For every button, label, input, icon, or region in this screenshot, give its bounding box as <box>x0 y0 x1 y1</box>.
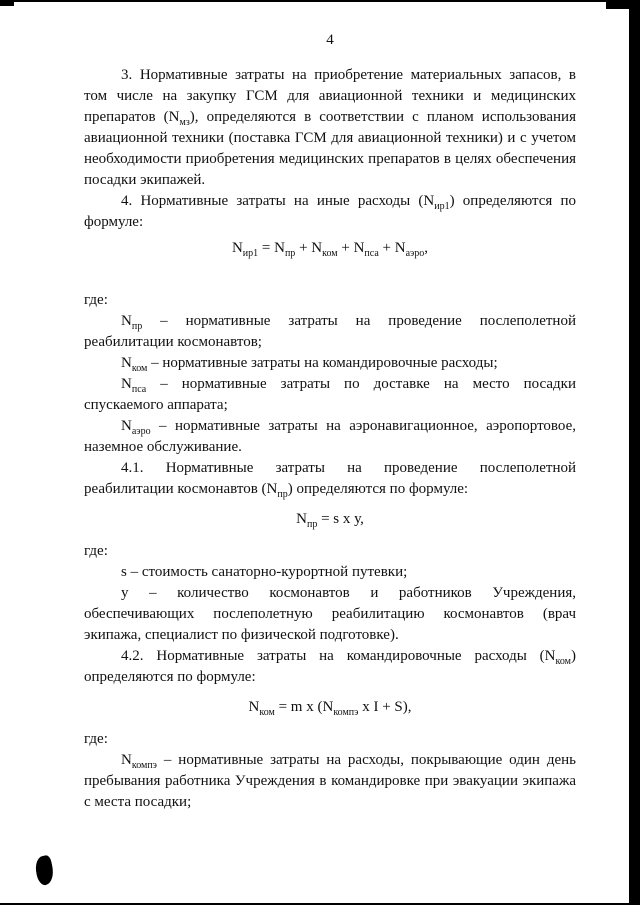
where-label-2: где: <box>84 543 108 559</box>
subscript: аэро <box>405 248 425 259</box>
where-label-1: где: <box>84 292 108 308</box>
subscript: ком <box>259 707 275 718</box>
subscript: пса <box>131 384 147 395</box>
formula-n-ir1: $N_{ир1} = N_{пр} + N_{ком} + N_{пса} + N_{аэро}$, <box>231 240 429 259</box>
definition-n-psa: $N_{пса}$ – нормативные затраты по доставке на место посадки спускаемого аппарата; <box>84 376 576 413</box>
subscript: компэ <box>333 707 359 718</box>
subscript: пр <box>277 489 288 500</box>
definition-n-kom: $N_{ком}$ – нормативные затраты на командировочные расходы; <box>121 355 498 374</box>
scan-corner-top-left <box>0 0 14 6</box>
subscript: ком <box>322 248 338 259</box>
document-body <box>84 65 576 813</box>
paragraph-4-2: 4.2. Нормативные затраты на командировочные расходы $(N_{ком})$ определяются по формуле: <box>84 648 576 685</box>
paragraph-4-1: 4.1. Нормативные затраты на проведение послеполетной реабилитации космонавтов $(N_{пр})$ определяются по формуле: <box>84 460 576 500</box>
subscript: ир1 <box>434 201 450 212</box>
page-number: 4 <box>326 32 334 48</box>
paragraph-3: 3. Нормативные затраты на приобретение материальных запасов, в том числе на закупку ГСМ для авиационной техники и медицинских препаратов $(N_{мз})$, определяются в соответствии с планом использования авиационной техники (поставка ГСМ для авиационной техники) и с учетом необходимости приобретения медицинских препаратов в целях обеспечения посадки экипажей. <box>84 67 576 188</box>
definition-n-pr: $N_{пр}$ – нормативные затраты на проведение послеполетной реабилитации космонавтов; <box>84 313 576 350</box>
subscript: мз <box>179 117 190 128</box>
subscript: пса <box>364 248 379 259</box>
definition-s: s – стоимость санаторно-курортной путевки; <box>121 564 408 580</box>
scan-edge-right <box>629 0 640 905</box>
subscript: ир1 <box>242 248 259 259</box>
subscript: пр <box>306 519 318 530</box>
subscript: ком <box>131 363 148 374</box>
paragraph-4: 4. Нормативные затраты на иные расходы $(N_{ир1})$ определяются по формуле: <box>84 193 576 230</box>
subscript: пр <box>284 248 296 259</box>
where-label-3: где: <box>84 731 108 747</box>
subscript: ком <box>555 656 571 667</box>
formula-n-kom: $N_{ком} = m$ x ($N_{компэ}$ x I + S), <box>248 699 412 718</box>
subscript: пр <box>131 321 143 332</box>
definition-y: у – количество космонавтов и работников Учреждения, обеспечивающих послеполетную реабилитацию космонавтов (врач экипажа, специалист по физической подготовке). <box>84 585 576 643</box>
scan-edge-top <box>0 0 640 2</box>
formula-n-pr: $N_{пр} = s$ x у, <box>296 511 364 530</box>
scan-blot-bottom-left <box>33 855 56 887</box>
definition-n-aero: $N_{аэро}$ – нормативные затраты на аэронавигационное, аэропортовое, наземное обслуживание. <box>84 418 576 455</box>
document-page <box>84 30 576 813</box>
subscript: компэ <box>131 760 157 771</box>
definition-n-kompe: $N_{компэ}$ – нормативные затраты на расходы, покрывающие один день пребывания работника Учреждения в командировке при эвакуации экипажа с места посадки; <box>84 752 576 810</box>
subscript: аэро <box>131 426 151 437</box>
